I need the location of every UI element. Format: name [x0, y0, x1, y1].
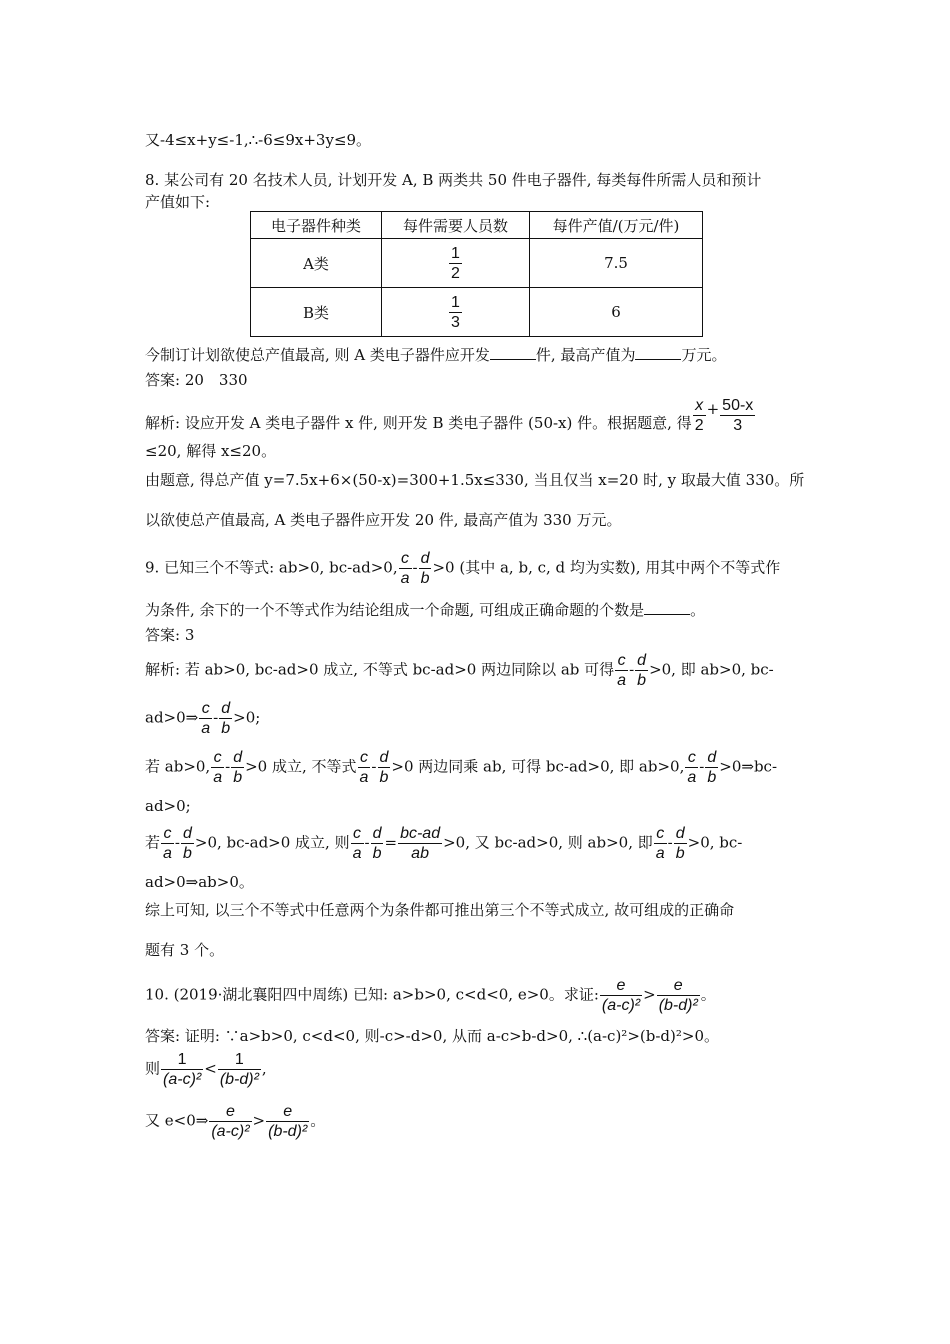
- table-cell: 7.5: [530, 239, 703, 288]
- fraction: $\frac{1}{3}$: [451, 293, 460, 331]
- answer-8: 答案: 20 330: [145, 371, 248, 389]
- question-10: 10. (2019·湖北襄阳四中周练) 已知: a>b>0, c<d<0, e>0。求证: $\frac{e}{\text{(a-c)²}}$ > $\frac{e}{\text{(b-d)²}}$ 。: [145, 977, 716, 1014]
- question-9-line1: 9. 已知三个不等式: ab>0, bc-ad>0, $\frac{c}{a}$ - $\frac{d}{b}$ >0 (其中 a, b, c, d 均为实数), 用其中两个不等式作: [145, 550, 781, 587]
- fraction: $\frac{bc-ad}{ab}$: [400, 825, 441, 862]
- question-9-line2: 为条件, 余下的一个不等式作为结论组成一个命题, 可组成正确命题的个数是 。: [145, 601, 706, 619]
- table-row: [251, 288, 703, 337]
- analysis-8-line1: 解析: 设应开发 A 类电子器件 x 件, 则开发 B 类电子器件 (50-x) 件。根据题意, 得 $\frac{x}{2}$ + $\frac{50-x}{3}$: [145, 397, 754, 434]
- fraction: $\frac{c}{a}$: [359, 749, 369, 786]
- question-8-line1: 8. 某公司有 20 名技术人员, 计划开发 A, B 两类共 50 件电子器件, 每类每件所需人员和预计: [145, 171, 762, 189]
- proof-line1: 则 $\frac{1}{\text{(a-c)²}}$ < $\frac{1}{\text{(b-d)²}}$ ,: [145, 1051, 267, 1088]
- table-header: 每件需要人员数: [382, 212, 530, 239]
- fraction: $\frac{d}{b}$: [379, 749, 389, 786]
- answer-blank: [490, 345, 536, 360]
- proof-line2: 又 e<0⇒ $\frac{e}{\text{(a-c)²}}$ > $\frac{e}{\text{(b-d)²}}$ 。: [145, 1103, 326, 1140]
- fraction: $\frac{1}{2}$: [451, 244, 460, 282]
- table-cell: A类: [251, 239, 382, 288]
- table-cell: B类: [251, 288, 382, 337]
- fraction: $\frac{d}{b}$: [637, 652, 647, 689]
- analysis-8-line3: 由题意, 得总产值 y=7.5x+6×(50-x)=300+1.5x≤330, 当且仅当 x=20 时, y 取最大值 330。所: [145, 471, 805, 489]
- fraction: $\frac{d}{b}$: [233, 749, 243, 786]
- table-header: 每件产值/(万元/件): [530, 212, 703, 239]
- component-table: [250, 211, 703, 337]
- analysis-9-line1: 解析: 若 ab>0, bc-ad>0 成立, 不等式 bc-ad>0 两边同除以 ab 可得 $\frac{c}{a}$ - $\frac{d}{b}$ >0, 即 ab>0, bc-: [145, 652, 774, 689]
- fraction: $\frac{c}{a}$: [352, 825, 362, 862]
- table-row: [251, 239, 703, 288]
- fraction: $\frac{c}{a}$: [687, 749, 697, 786]
- fraction: $\frac{c}{a}$: [163, 825, 172, 862]
- table-cell: [382, 239, 530, 288]
- analysis-8-line4: 以欲使总产值最高, A 类电子器件应开发 20 件, 最高产值为 330 万元。: [145, 511, 622, 529]
- answer-blank: [635, 345, 681, 360]
- fraction: $\frac{c}{a}$: [655, 825, 665, 862]
- fraction: $\frac{d}{b}$: [221, 700, 231, 737]
- question-8-line3: 今制订计划欲使总产值最高, 则 A 类电子器件应开发 件, 最高产值为 万元。: [145, 346, 727, 364]
- fraction: $\frac{1}{\text{(b-d)²}}$: [219, 1051, 259, 1088]
- fraction: $\frac{d}{b}$: [372, 825, 382, 862]
- analysis-9-line6: ad>0⇒ab>0。: [145, 873, 254, 891]
- fraction: $\frac{c}{a}$: [400, 550, 410, 587]
- analysis-9-line3: 若 ab>0, $\frac{c}{a}$ - $\frac{d}{b}$ >0 成立, 不等式 $\frac{c}{a}$ - $\frac{d}{b}$ >0 两边同乘 ab, 可得 bc-ad>0, 即 ab>0, $\frac{c}{a}$ - $\frac{d}{b}$ >0⇒bc-: [145, 749, 778, 786]
- fraction: $\frac{x}{2}$: [694, 397, 704, 434]
- text-line: 又-4≤x+y≤-1,∴-6≤9x+3y≤9。: [145, 131, 372, 149]
- fraction: $\frac{c}{a}$: [617, 652, 627, 689]
- answer-blank: [644, 600, 690, 615]
- fraction: $\frac{c}{a}$: [213, 749, 223, 786]
- analysis-8-line2: ≤20, 解得 x≤20。: [145, 442, 277, 460]
- fraction: $\frac{e}{\text{(b-d)²}}$: [658, 977, 698, 1014]
- fraction: $\frac{d}{b}$: [420, 550, 430, 587]
- analysis-9-line4: ad>0;: [145, 797, 191, 815]
- fraction: $\frac{d}{b}$: [183, 825, 192, 862]
- answer-9: 答案: 3: [145, 626, 195, 644]
- analysis-9-line7: 综上可知, 以三个不等式中任意两个为条件都可推出第三个不等式成立, 故可组成的正确命: [145, 901, 735, 919]
- fraction: $\frac{e}{\text{(b-d)²}}$: [268, 1103, 308, 1140]
- fraction: $\frac{50-x}{3}$: [722, 397, 754, 434]
- fraction: $\frac{1}{\text{(a-c)²}}$: [163, 1051, 202, 1088]
- fraction: $\frac{d}{b}$: [707, 749, 717, 786]
- fraction: $\frac{e}{\text{(a-c)²}}$: [601, 977, 641, 1014]
- question-8-line2: 产值如下:: [145, 193, 211, 211]
- table-cell: [382, 288, 530, 337]
- table-cell: 6: [530, 288, 703, 337]
- analysis-9-line2: ad>0⇒ $\frac{c}{a}$ - $\frac{d}{b}$ >0;: [145, 700, 261, 737]
- answer-10: 答案: 证明: ∵a>b>0, c<d<0, 则-c>-d>0, 从而 a-c>b-d>0, ∴(a-c)²>(b-d)²>0。: [145, 1027, 719, 1045]
- table-header: 电子器件种类: [251, 212, 382, 239]
- analysis-9-line5: 若 $\frac{c}{a}$ - $\frac{d}{b}$ >0, bc-ad>0 成立, 则 $\frac{c}{a}$ - $\frac{d}{b}$ = $\frac{bc-ad}{ab}$ >0, 又 bc-ad>0, 则 ab>0, 即 $\frac{c}{a}$ - $\frac{d}{b}$ >0, bc-: [145, 825, 743, 862]
- analysis-9-line8: 题有 3 个。: [145, 941, 225, 959]
- fraction: $\frac{c}{a}$: [201, 700, 211, 737]
- fraction: $\frac{e}{\text{(a-c)²}}$: [211, 1103, 250, 1140]
- fraction: $\frac{d}{b}$: [675, 825, 685, 862]
